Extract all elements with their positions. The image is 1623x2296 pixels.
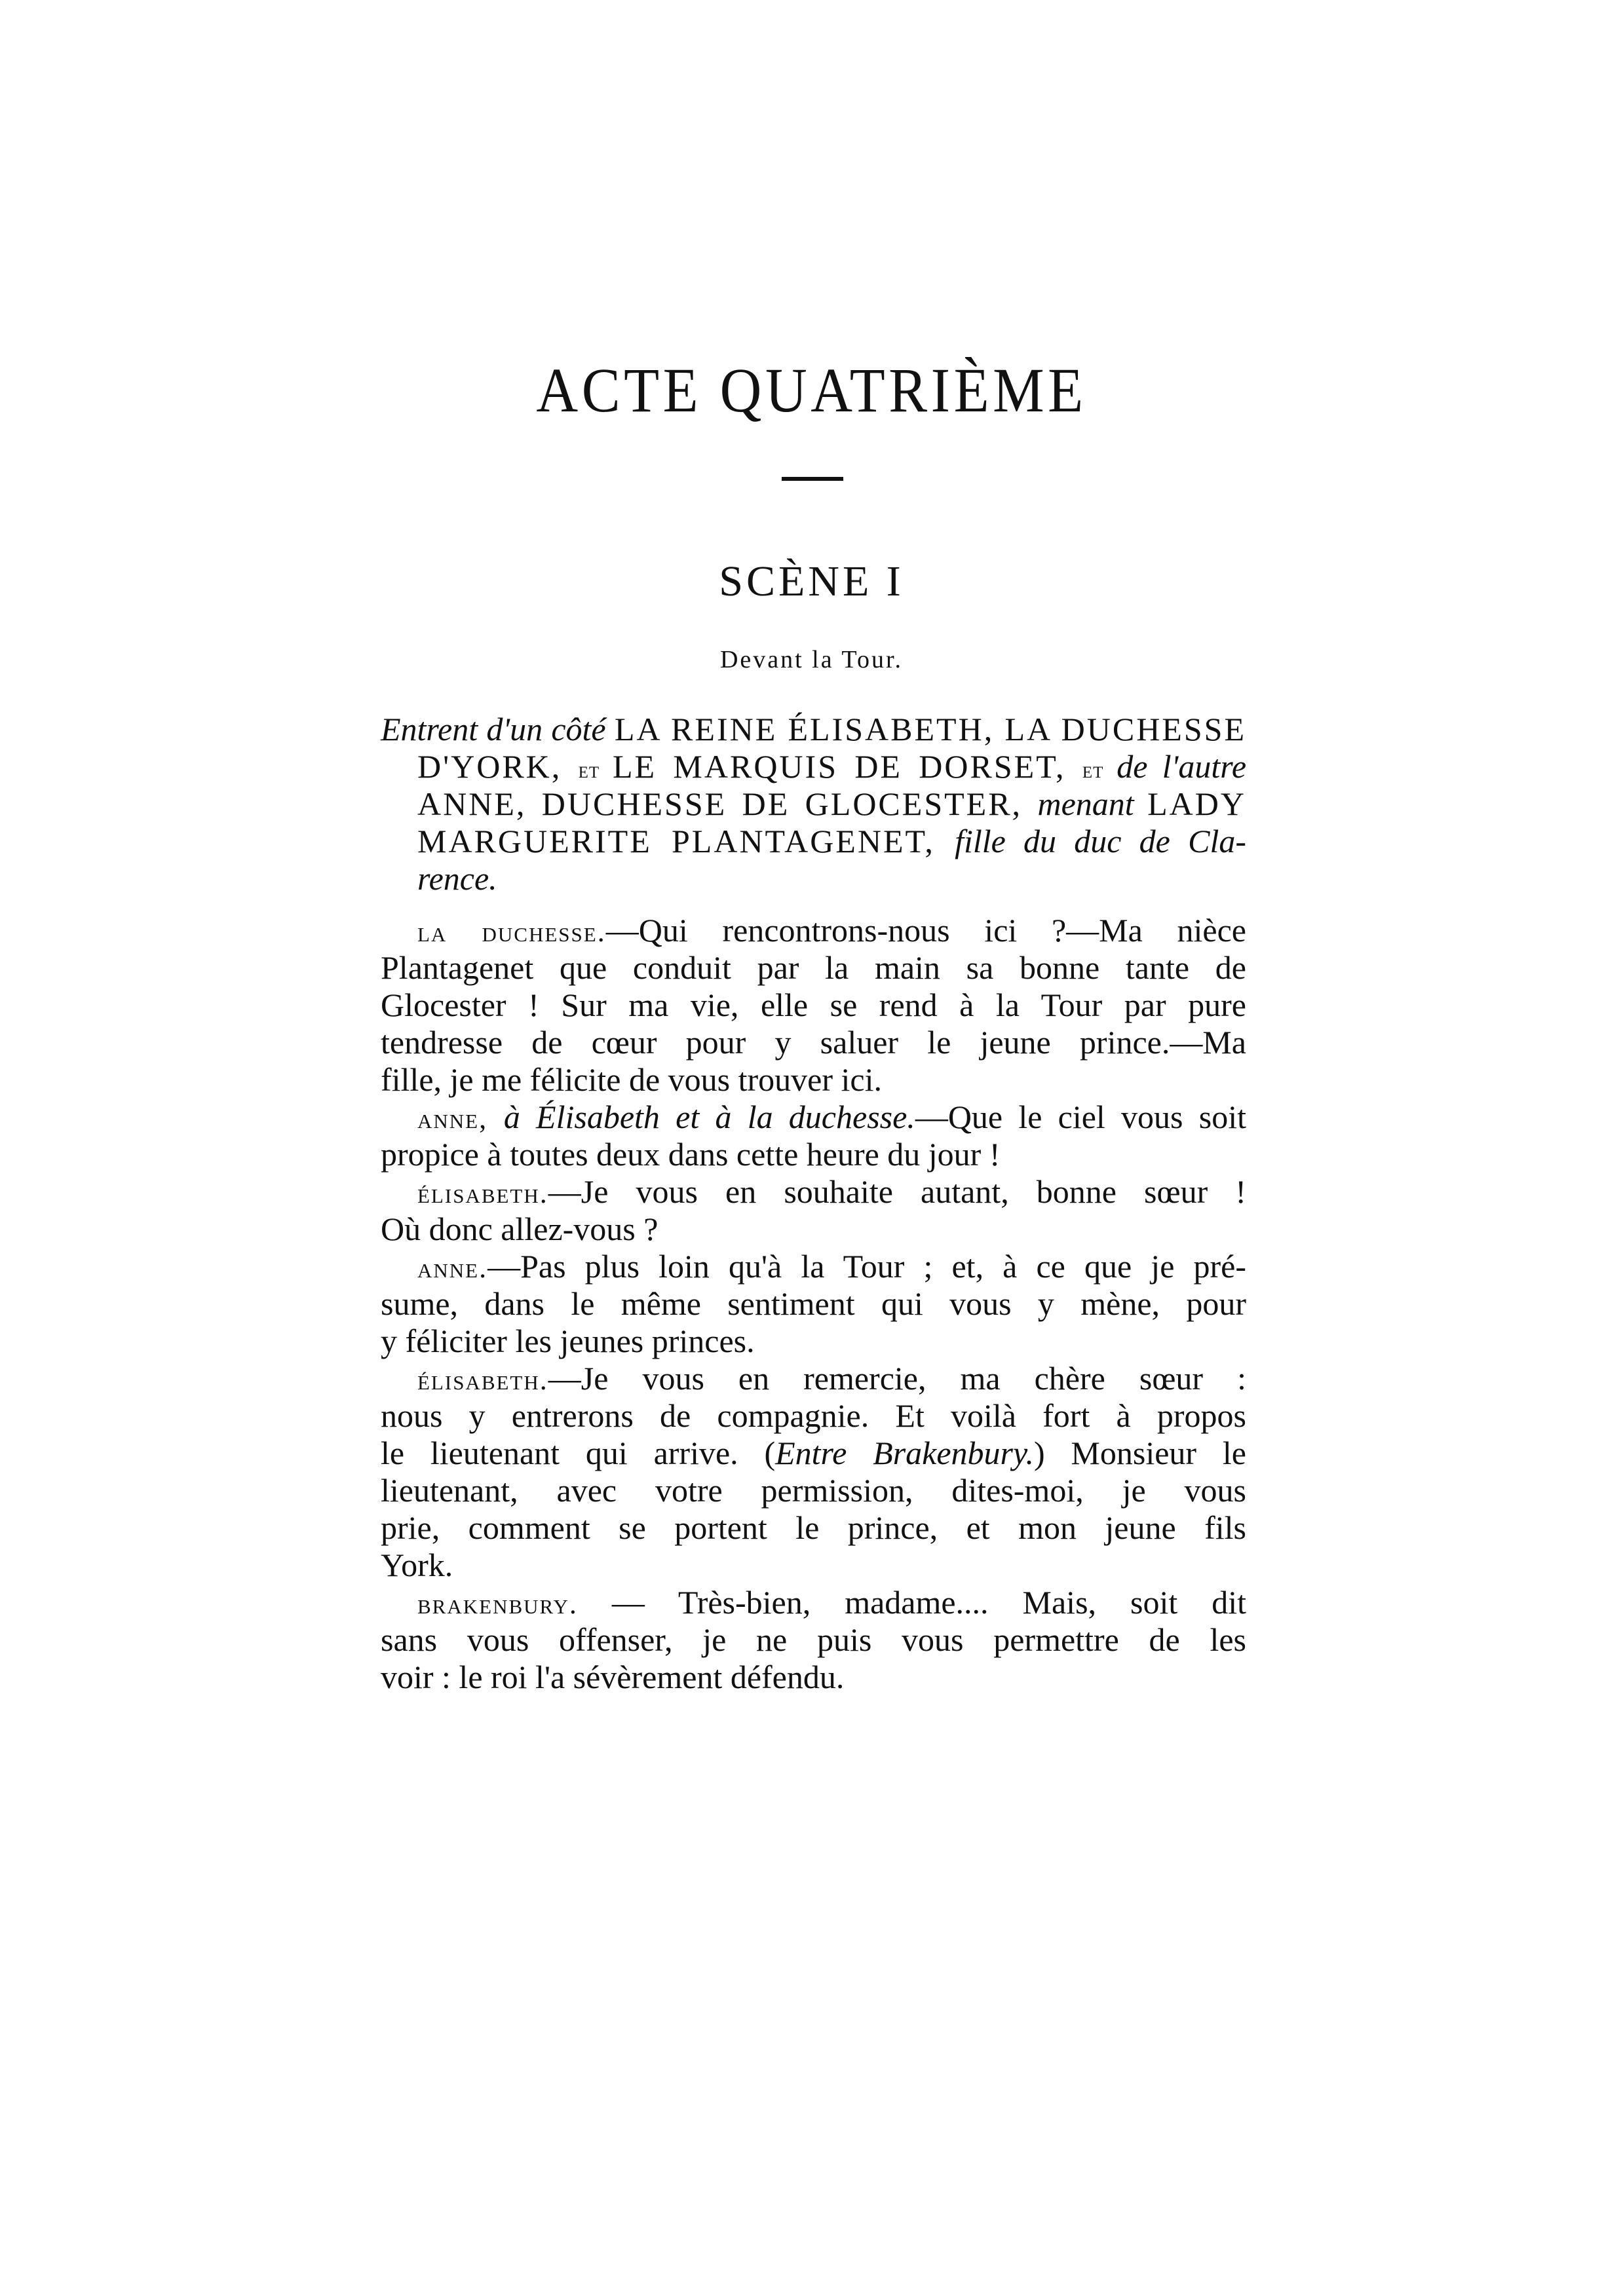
scene-title: SCÈNE I [719, 557, 904, 605]
speech-line [381, 1136, 1246, 1173]
italic-text: Entre Brakenbury. [775, 1435, 1034, 1471]
italic-text: Entrent d'un côté [381, 711, 615, 747]
speech-line [381, 1099, 1246, 1136]
text-segment: —Pas plus loin qu'à la Tour ; et, à ce que je pré- [487, 1248, 1246, 1285]
text-segment: LA REINE ÉLISABETH, LA DUCHESSE [614, 711, 1246, 747]
speech-line [381, 1248, 1246, 1285]
text-segment: fille, je me félicite de vous trouver ici. [381, 1061, 882, 1098]
text-segment: —Je vous en souhaite autant, bonne sœur ! [548, 1173, 1246, 1210]
stage-direction-line [381, 823, 1246, 860]
speech-line [381, 1621, 1246, 1659]
text-segment: tendresse de cœur pour y saluer le jeune prince.—Ma [381, 1024, 1246, 1061]
speaker-name: anne. [417, 1252, 488, 1284]
speaker-name: élisabeth. [417, 1177, 548, 1209]
speaker-name: anne, [417, 1102, 504, 1135]
speech-line [381, 912, 1246, 949]
speech-line [381, 1509, 1246, 1547]
text-segment: voir : le roi l'a sévèrement défendu. [381, 1659, 845, 1695]
speech-line [381, 1547, 1246, 1584]
text-segment: y féliciter les jeunes princes. [381, 1323, 755, 1359]
italic-text: rence. [417, 860, 497, 897]
text-segment: sans vous offenser, je ne puis vous permettre de les [381, 1621, 1246, 1658]
speaker-name: la duchesse. [417, 916, 606, 948]
text-segment: Glocester ! Sur ma vie, elle se rend à la Tour par pure [381, 987, 1246, 1023]
text-segment: D'YORK, [417, 748, 579, 785]
speaker-name: brakenbury. [417, 1588, 578, 1620]
speech-line [381, 1211, 1246, 1248]
italic-text: à Élisabeth et à la duchesse. [503, 1099, 915, 1135]
italic-text: de l'autre [1117, 748, 1247, 785]
speech [381, 1248, 1246, 1360]
speech-line [381, 1397, 1246, 1435]
speech-line [381, 1173, 1246, 1211]
speech-line [381, 1061, 1246, 1099]
speech-line [381, 1659, 1246, 1696]
text-segment: le lieutenant qui arrive. ( [381, 1435, 776, 1471]
dialogue [381, 912, 1246, 1696]
text-segment: MARGUERITE PLANTAGENET, [417, 823, 955, 859]
text-segment: York. [381, 1547, 453, 1583]
speaker-name: élisabeth. [417, 1364, 548, 1396]
speech-line [381, 1323, 1246, 1360]
stage-direction-line [381, 785, 1246, 823]
scene-location: Devant la Tour. [719, 646, 904, 673]
italic-text: menant [1037, 785, 1148, 822]
text-segment: LE MARQUIS DE DORSET, [613, 748, 1082, 785]
speech-line [381, 1024, 1246, 1061]
speech-line [381, 1360, 1246, 1397]
stage-direction-line [381, 711, 1246, 748]
speech-line [381, 949, 1246, 987]
text-segment: —Je vous en remercie, ma chère sœur : [548, 1360, 1246, 1397]
text-segment: Où donc allez-vous ? [381, 1211, 659, 1247]
stage-direction-line [381, 860, 1246, 897]
speech-line [381, 1435, 1246, 1472]
speech-line [381, 1584, 1246, 1621]
text-segment: —Que le ciel vous soit [915, 1099, 1246, 1135]
text-segment: —Qui rencontrons-nous ici ?—Ma nièce [605, 912, 1247, 949]
act-title: ACTE QUATRIÈME [536, 355, 1087, 425]
text-segment: LADY [1147, 785, 1246, 822]
stage-direction-line [381, 748, 1246, 785]
text-segment: ) Monsieur le [1033, 1435, 1246, 1471]
text-segment: et [578, 757, 613, 783]
speech [381, 1099, 1246, 1173]
text-segment: lieutenant, avec votre permission, dites-moi, je vous [381, 1472, 1246, 1509]
text-segment: ANNE, DUCHESSE DE GLOCESTER, [417, 785, 1038, 822]
title-rule [782, 477, 843, 481]
stage-direction [381, 711, 1246, 897]
text-segment: — Très-bien, madame.... Mais, soit dit [577, 1584, 1246, 1621]
speech [381, 1173, 1246, 1248]
speech-line [381, 987, 1246, 1024]
text-segment: et [1082, 757, 1117, 783]
italic-text: fille du duc de Cla- [955, 823, 1246, 859]
speech [381, 1360, 1246, 1584]
text-segment: Plantagenet que conduit par la main sa bonne tante de [381, 949, 1246, 986]
speech [381, 912, 1246, 1099]
text-segment: propice à toutes deux dans cette heure du jour ! [381, 1136, 1001, 1173]
text-segment: nous y entrerons de compagnie. Et voilà fort à propos [381, 1397, 1246, 1434]
text-segment: prie, comment se portent le prince, et mon jeune fils [381, 1509, 1246, 1546]
speech-line [381, 1285, 1246, 1323]
text-segment: sume, dans le même sentiment qui vous y mène, pour [381, 1285, 1246, 1322]
speech [381, 1584, 1246, 1696]
speech-line [381, 1472, 1246, 1509]
